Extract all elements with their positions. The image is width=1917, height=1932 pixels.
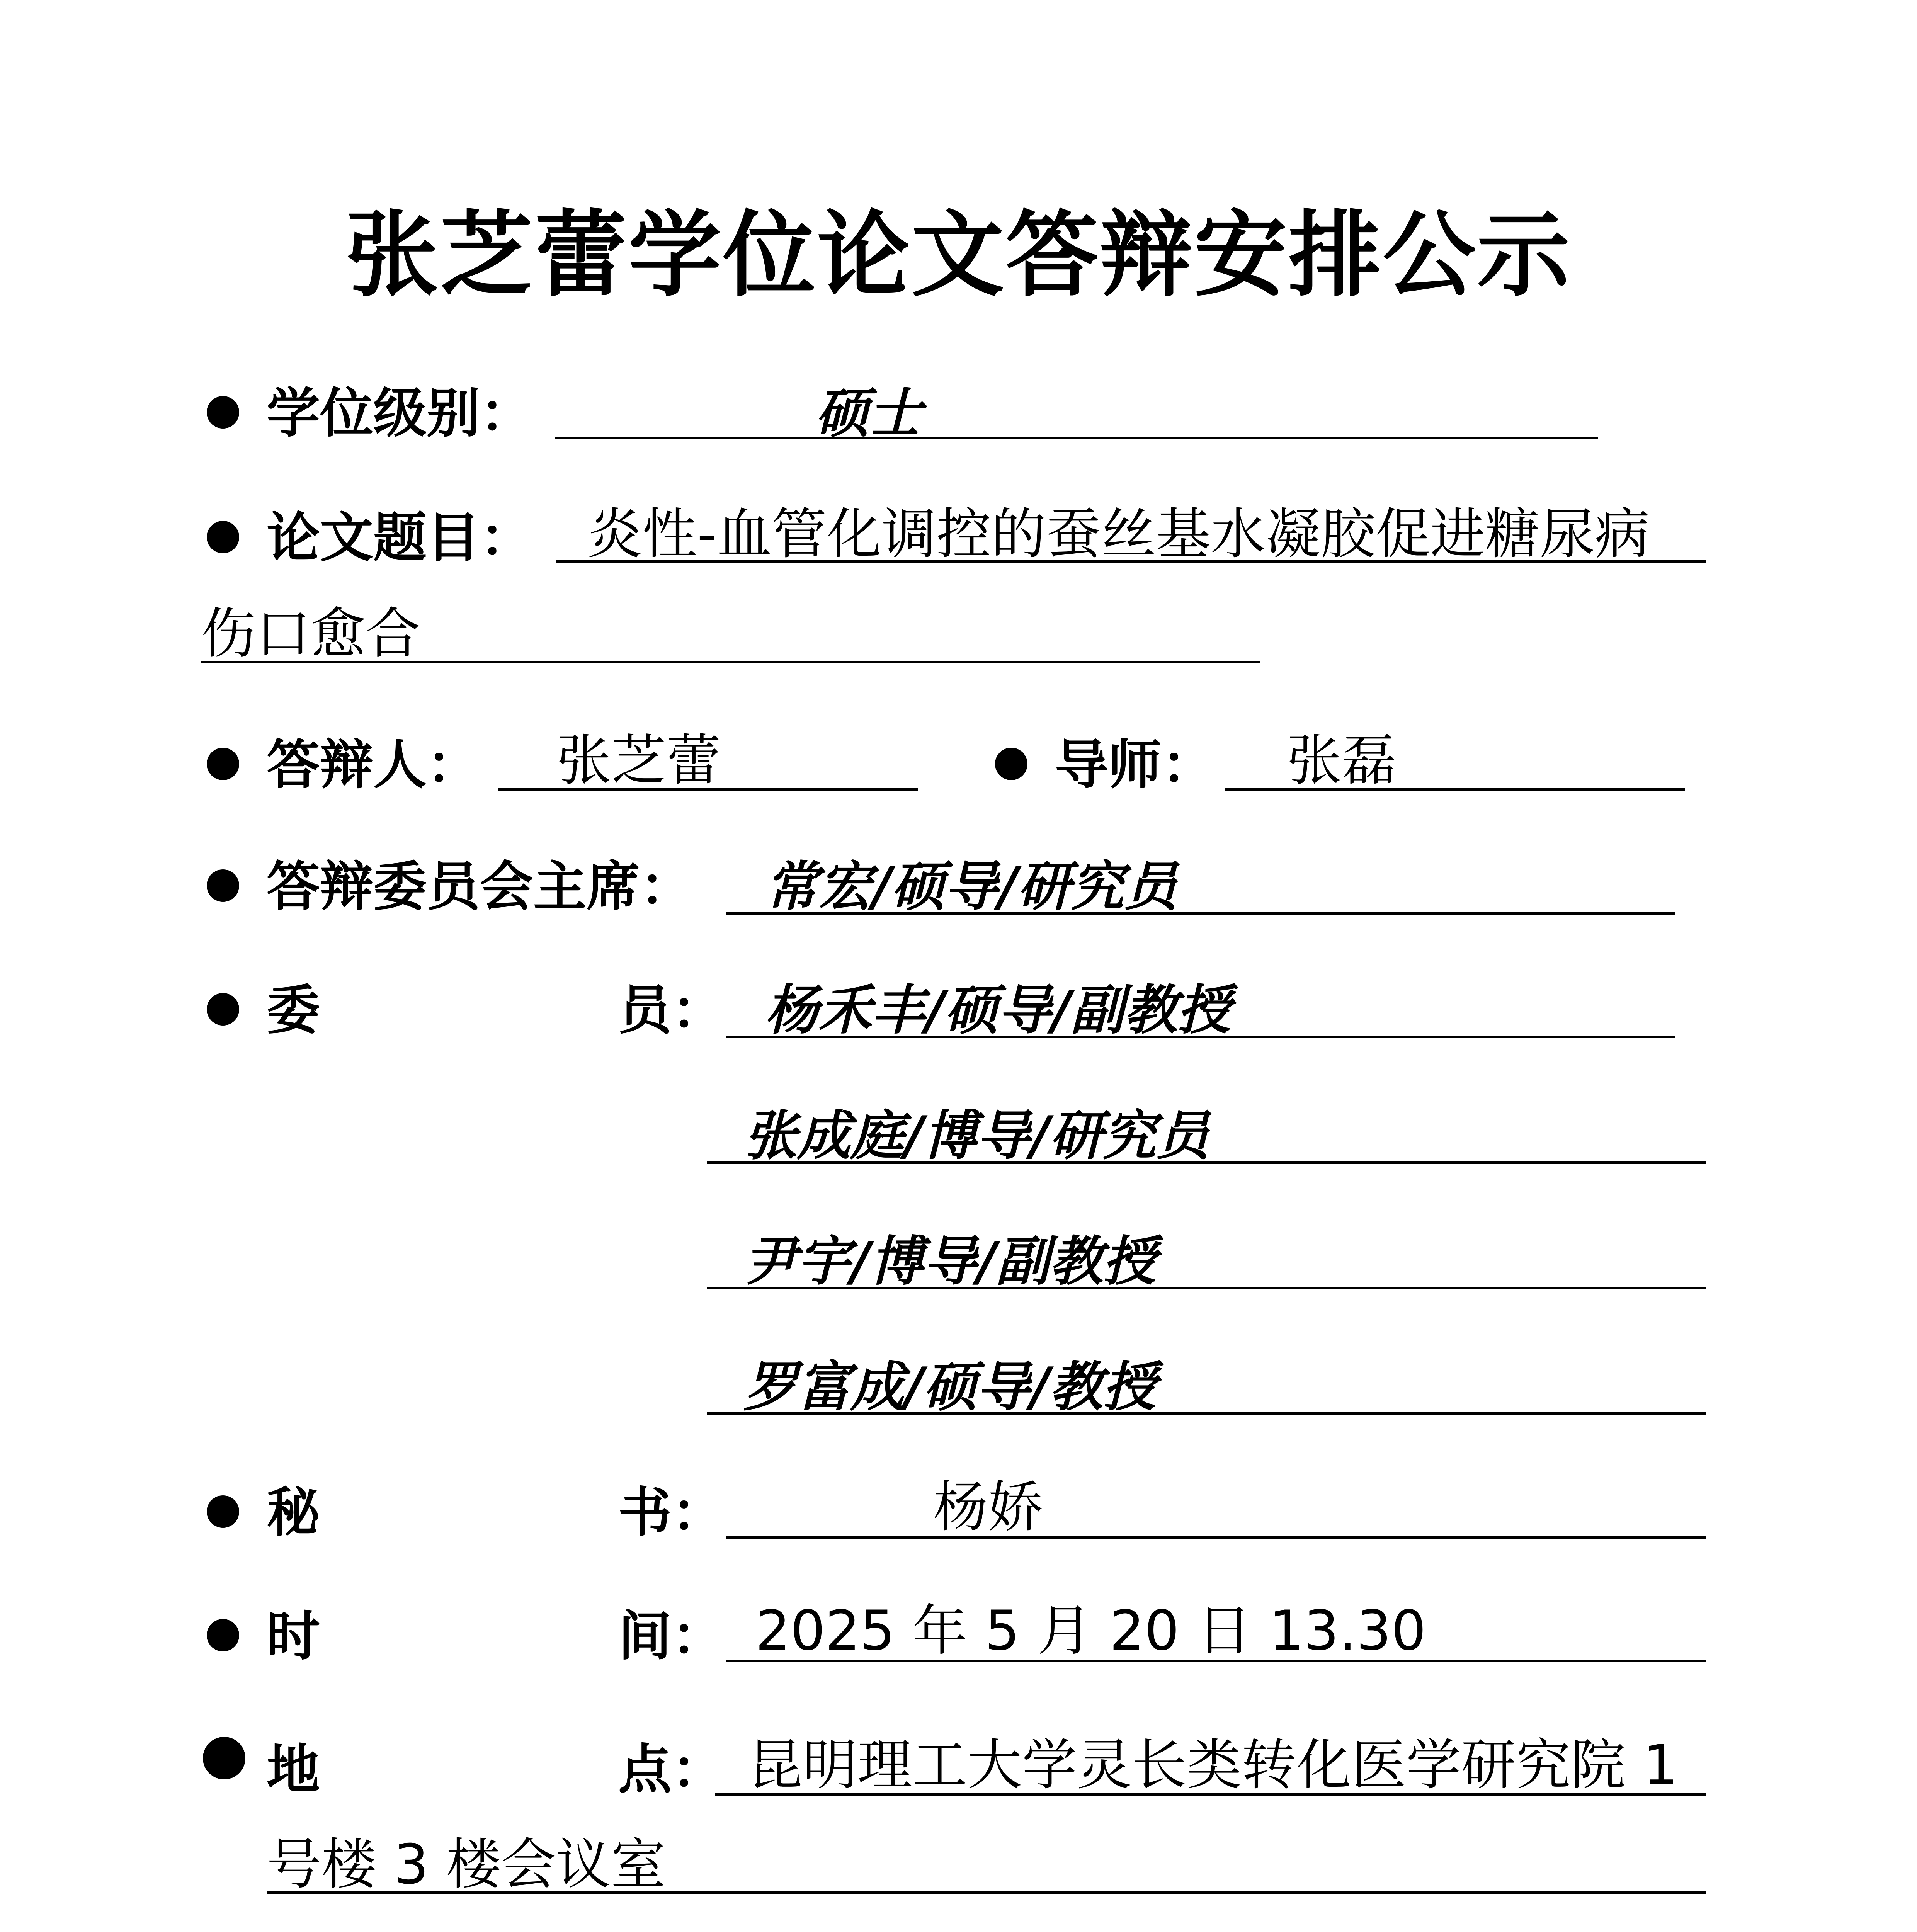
thesis-underline-1 (556, 560, 1706, 563)
bullet-icon (203, 1737, 245, 1779)
time-label-char1: 时 (267, 1604, 320, 1667)
degree-value: 硕士 (815, 381, 922, 444)
thesis-title-line1: 炎性-血管化调控的蚕丝基水凝胶促进糖尿病 (587, 502, 1650, 566)
location-line2: 号楼 3 楼会议室 (267, 1833, 666, 1896)
bullet-icon (995, 748, 1027, 780)
time-value: 2025 年 5 月 20 日 13.30 (755, 1599, 1426, 1663)
chair-value: 常宏/硕导/研究员 (765, 855, 1177, 918)
advisor-name: 张磊 (1287, 729, 1397, 793)
bullet-icon (207, 396, 239, 429)
thesis-underline-2 (201, 661, 1260, 663)
location-label-char1: 地 (267, 1738, 320, 1801)
member-item: 张成庭/博导/研究员 (744, 1104, 1209, 1167)
member-underline (707, 1412, 1706, 1415)
members-label-char1: 委 (267, 978, 320, 1041)
member-item: 杨禾丰/硕导/副教授 (765, 978, 1231, 1041)
degree-underline (555, 437, 1598, 439)
chair-underline (726, 912, 1675, 915)
secretary-label-char1: 秘 (267, 1481, 320, 1544)
secretary-label-char2: 书： (618, 1481, 725, 1544)
thesis-title-line2: 伤口愈合 (201, 602, 420, 666)
secretary-underline (726, 1536, 1706, 1539)
location-underline-2 (267, 1891, 1706, 1894)
member-underline (726, 1036, 1675, 1038)
chair-label: 答辩委员会主席： (267, 855, 694, 918)
advisor-underline (1225, 788, 1685, 791)
time-label-char2: 间： (618, 1604, 725, 1667)
location-underline-1 (715, 1793, 1706, 1796)
member-item: 罗富成/硕导/教授 (744, 1355, 1156, 1418)
location-line1: 昆明理工大学灵长类转化医学研究院 1 (748, 1733, 1678, 1797)
thesis-label: 论文题目： (267, 506, 534, 569)
members-label-char2: 员： (618, 978, 725, 1041)
bullet-icon (207, 1619, 239, 1651)
page-title: 张芝蕾学位论文答辩安排公示 (345, 201, 1572, 309)
time-underline (726, 1660, 1706, 1662)
bullet-icon (207, 521, 239, 553)
bullet-icon (207, 1495, 239, 1528)
advisor-label: 导师： (1055, 733, 1215, 796)
location-label-char2: 点： (618, 1738, 725, 1801)
degree-label: 学位级别： (267, 381, 534, 444)
defender-label: 答辩人： (267, 733, 480, 796)
member-underline (707, 1161, 1706, 1164)
member-underline (707, 1287, 1706, 1289)
bullet-icon (207, 748, 239, 780)
bullet-icon (207, 869, 239, 902)
secretary-name: 杨娇 (933, 1475, 1043, 1539)
defender-name: 张芝蕾 (556, 729, 721, 793)
defender-underline (498, 788, 918, 791)
member-item: 尹宇/博导/副教授 (744, 1230, 1156, 1293)
bullet-icon (207, 993, 239, 1026)
